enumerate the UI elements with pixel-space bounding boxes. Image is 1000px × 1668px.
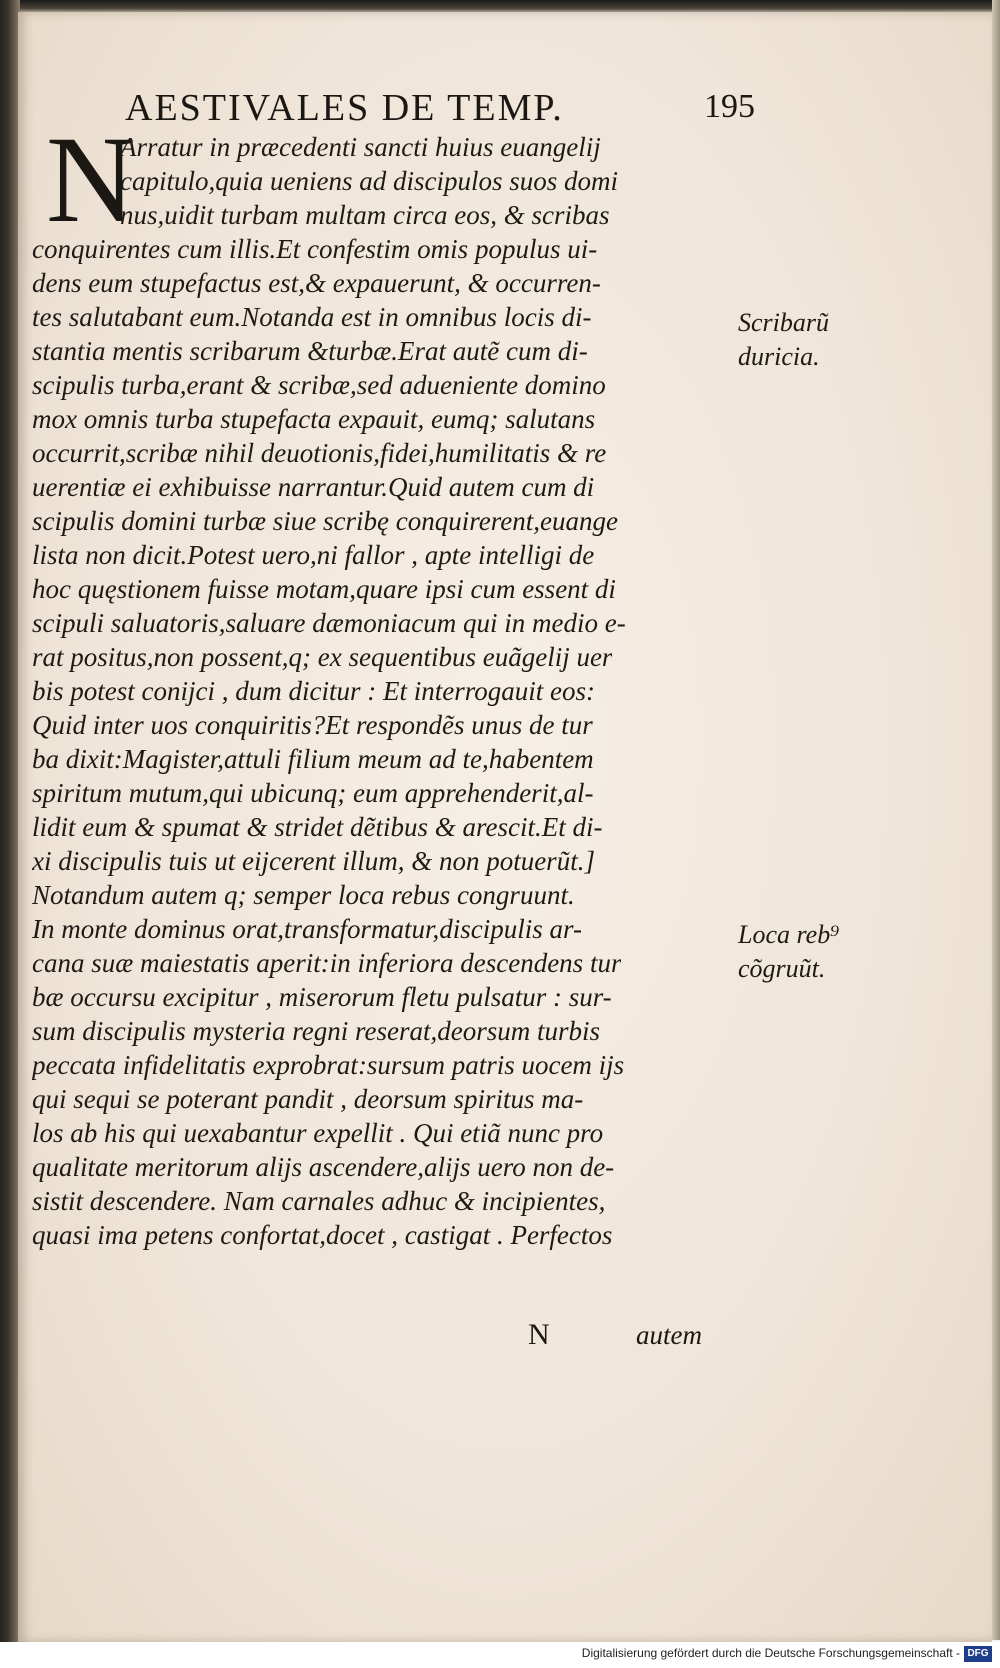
text-line: bæ occursu excipitur , miserorum fletu pulsatur : sur- xyxy=(32,982,612,1012)
text-line: peccata infidelitatis exprobrat:sursum patris uocem ijs xyxy=(32,1050,625,1080)
text-line: ba dixit:Magister,attuli filium meum ad te,habentem xyxy=(32,744,594,774)
text-line: lista non dicit.Potest uero,ni fallor , apte intelligi de xyxy=(32,540,595,570)
text-line: bis potest conijci , dum dicitur : Et interrogauit eos: xyxy=(32,676,595,706)
text-line: scipuli saluatoris,saluare dæmoniacum qui in medio e- xyxy=(32,608,626,638)
text-line: dens eum stupefactus est,& expauerunt, & occurren- xyxy=(32,268,601,298)
text-line: mox omnis turba stupefacta expauit, eumq; salutans xyxy=(32,404,596,434)
text-line: uerentiæ ei exhibuisse narrantur.Quid autem cum di xyxy=(32,472,595,502)
text-line: cana suæ maiestatis aperit:in inferiora descendens tur xyxy=(32,948,622,978)
text-line: nus,uidit turbam multam circa eos, & scribas xyxy=(120,200,610,230)
catchword: autem xyxy=(636,1320,702,1350)
text-line: Quid inter uos conquiritis?Et respondẽs unus de tur xyxy=(32,710,593,740)
drop-cap: N xyxy=(46,111,136,248)
left-binding-shadow xyxy=(0,0,20,1668)
text-line: stantia mentis scribarum &turbæ.Erat autẽ cum di- xyxy=(32,336,588,366)
text-line: qui sequi se poterant pandit , deorsum spiritus ma- xyxy=(32,1084,584,1114)
text-line: tes salutabant eum.Notanda est in omnibus locis di- xyxy=(32,302,592,332)
running-head xyxy=(125,86,755,134)
right-page-edge xyxy=(992,0,1000,1640)
text-line: los ab his qui uexabantur expellit . Qui etiã nunc pro xyxy=(32,1118,604,1148)
signature-mark: N xyxy=(528,1318,550,1351)
text-line: occurrit,scribæ nihil deuotionis,fidei,humilitatis & re xyxy=(32,438,607,468)
text-line: scipulis turba,erant & scribæ,sed adueniente domino xyxy=(32,370,606,400)
text-line: conquirentes cum illis.Et confestim omis populus ui- xyxy=(32,234,598,264)
text-line: scipulis domini turbæ siue scribę conquirerent,euange xyxy=(32,506,618,536)
footer-bar xyxy=(0,1642,1000,1668)
text-line: hoc quęstionem fuisse motam,quare ipsi cum essent di xyxy=(32,574,616,604)
text-line: qualitate meritorum alijs ascendere,alijs uero non de- xyxy=(32,1152,615,1182)
marginal-note: duricia. xyxy=(738,342,820,371)
funding-credit: Digitalisierung gefördert durch die Deutsche Forschungsgemeinschaft - xyxy=(581,1646,960,1660)
text-line: sum discipulis mysteria regni reserat,deorsum turbis xyxy=(32,1016,600,1046)
marginal-note: Loca reb⁹ xyxy=(738,920,840,949)
text-line: Notandum autem q; semper loca rebus congruunt. xyxy=(32,880,575,910)
text-line: lidit eum & spumat & stridet dẽtibus & arescit.Et di- xyxy=(32,812,603,842)
page-number: 195 xyxy=(704,88,755,125)
text-line: spiritum mutum,qui ubicunq; eum apprehenderit,al- xyxy=(32,778,594,808)
text-line: rat positus,non possent,q; ex sequentibus euãgelij uer xyxy=(32,642,613,672)
dfg-logo: DFG xyxy=(964,1646,992,1662)
text-line: In monte dominus orat,transformatur,discipulis ar- xyxy=(32,914,582,944)
text-line: capitulo,quia ueniens ad discipulos suos domi xyxy=(120,166,618,196)
marginal-note: Scribarũ xyxy=(738,308,829,337)
text-line: xi discipulis tuis ut eijcerent illum, & non potuerũt.] xyxy=(32,846,595,876)
running-title: AESTIVALES DE TEMP. xyxy=(125,87,564,129)
text-line: Arratur in præcedenti sancti huius euangelij xyxy=(120,132,601,162)
text-line: sistit descendere. Nam carnales adhuc & incipientes, xyxy=(32,1186,606,1216)
text-line: quasi ima petens confortat,docet , castigat . Perfectos xyxy=(32,1220,613,1250)
marginal-note: cõgruũt. xyxy=(738,954,826,983)
